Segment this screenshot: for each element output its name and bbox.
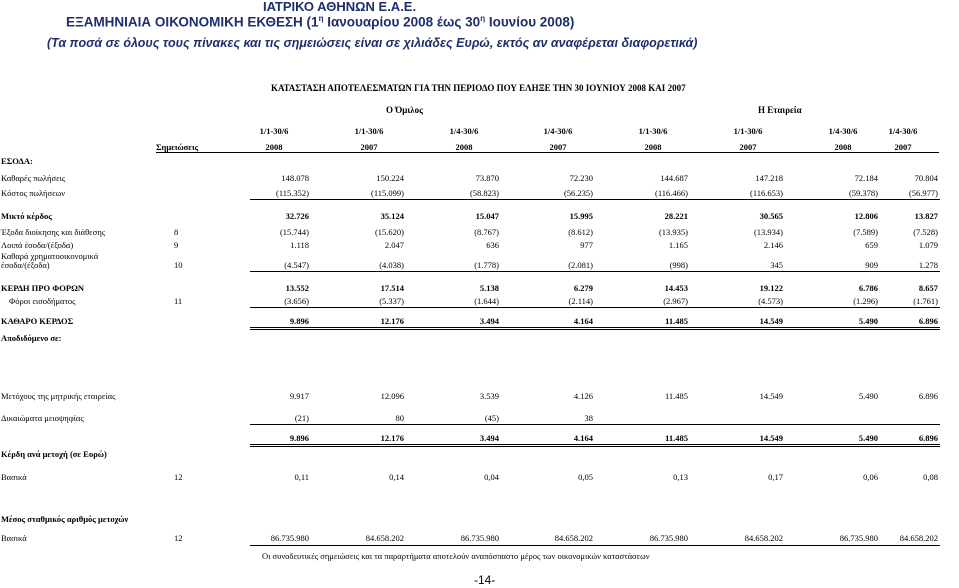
cell-value: 73.870 <box>475 173 499 183</box>
income-label: ΕΣΟΔΑ: <box>1 156 33 166</box>
cell-value: (8.612) <box>568 227 593 237</box>
subtotal-rule <box>250 199 940 200</box>
row-label: Καθαρές πωλήσεις <box>1 173 66 183</box>
cell-value: 15.995 <box>569 211 593 221</box>
row-note: 12 <box>174 533 183 543</box>
cell-value: 17.514 <box>380 283 404 293</box>
footnote: Οι συνοδευτικές σημειώσεις και τα παραρτήματα αποτελούν αναπόσπαστο μέρος των οικονομικών καταστάσεων <box>262 551 650 561</box>
cell-value: 84.658.202 <box>554 533 593 543</box>
row-label: ΚΑΘΑΡΟ ΚΕΡΔΟΣ <box>1 316 74 326</box>
cell-value: 636 <box>486 240 499 250</box>
year-header: 2008 <box>455 142 473 152</box>
row-label: Δικαιώματα μειοψηφίας <box>1 413 84 423</box>
report-title: ΕΞΑΜΗΝΙΑΙΑ ΟΙΚΟΝΟΜΙΚΗ ΕΚΘΕΣΗ ($1^\eta$ Ιανουαρίου 2008 έως $30^\eta$ Ιουνίου 2008) <box>66 14 575 30</box>
cell-value: (13.934) <box>753 227 783 237</box>
row-label: Βασικά <box>1 472 27 482</box>
company-name: ΙΑΤΡΙΚΟ ΑΘΗΝΩΝ Ε.Α.Ε. <box>263 0 417 14</box>
cell-value: 1.079 <box>918 240 938 250</box>
period-header: 1/4-30/6 <box>888 126 918 136</box>
cell-value: (115.099) <box>371 188 404 198</box>
cell-value: (1.644) <box>474 296 499 306</box>
total-rule <box>250 327 940 328</box>
cell-value: 12.176 <box>380 433 404 443</box>
cell-value: 0,13 <box>673 472 688 482</box>
cell-value: 150.224 <box>376 173 404 183</box>
cell-value: 14.453 <box>664 283 688 293</box>
cell-value: 12.176 <box>380 316 404 326</box>
cell-value: 12.806 <box>854 211 878 221</box>
cell-value: 148.078 <box>281 173 309 183</box>
cell-value: (7.589) <box>853 227 878 237</box>
row-label: Μικτό κέρδος <box>1 211 52 221</box>
cell-value: 14.549 <box>759 391 783 401</box>
cell-value: 4.164 <box>573 433 593 443</box>
row-note: 9 <box>174 240 179 250</box>
year-header: 2008 <box>834 142 852 152</box>
total-rule <box>250 446 940 447</box>
row-note: 10 <box>174 260 183 270</box>
cell-value: 977 <box>580 240 593 250</box>
year-header: 2007 <box>739 142 757 152</box>
period-header: 1/4-30/6 <box>828 126 858 136</box>
cell-value: 0,05 <box>578 472 593 482</box>
cell-value: (1.296) <box>853 296 878 306</box>
total-rule <box>250 444 940 445</box>
cell-value: (116.653) <box>750 188 783 198</box>
row-label: Κόστος πωλήσεων <box>1 188 66 198</box>
row-label: Φόροι εισοδήματος <box>9 296 76 306</box>
cell-value: 72.230 <box>569 173 593 183</box>
cell-value: 8.657 <box>918 283 938 293</box>
cell-value: 86.735.980 <box>460 533 499 543</box>
period-header: 1/1-30/6 <box>259 126 289 136</box>
cell-value: (21) <box>294 413 309 423</box>
cell-value: 86.735.980 <box>270 533 309 543</box>
cell-value: (3.656) <box>284 296 309 306</box>
year-header: 2007 <box>360 142 378 152</box>
row-label: Μετόχους της μητρικής εταιρείας <box>1 391 116 401</box>
cell-value: 28.221 <box>664 211 688 221</box>
cell-value: (13.935) <box>658 227 688 237</box>
cell-value: 13.827 <box>914 211 938 221</box>
cell-value: 1.165 <box>668 240 688 250</box>
footnote-rule <box>250 545 940 546</box>
cell-value: 84.658.202 <box>899 533 938 543</box>
year-header: 2008 <box>265 142 283 152</box>
row-label: Λοιπά έσοδα/(έξοδα) <box>1 240 74 250</box>
cell-value: 11.485 <box>665 316 688 326</box>
cell-value: 144.687 <box>660 173 688 183</box>
attributable-label: Αποδιδόμενο σε: <box>1 333 62 343</box>
cell-value: 4.164 <box>573 316 593 326</box>
year-header: 2008 <box>644 142 662 152</box>
cell-value: 0,11 <box>294 472 309 482</box>
period-header: 1/4-30/6 <box>543 126 573 136</box>
row-label: Καθαρά χρηματοοικονομικά <box>1 251 99 261</box>
cell-value: 1.118 <box>290 240 309 250</box>
cell-value: (116.466) <box>655 188 688 198</box>
cell-value: (45) <box>484 413 499 423</box>
subtotal-rule <box>250 307 940 308</box>
cell-value: 6.279 <box>573 283 593 293</box>
header-underline <box>156 152 939 153</box>
cell-value: 659 <box>865 240 878 250</box>
cell-value: (8.767) <box>474 227 499 237</box>
cell-value: 0,17 <box>768 472 783 482</box>
cell-value: 32.726 <box>285 211 309 221</box>
cell-value: (58.823) <box>469 188 499 198</box>
row-note: 11 <box>174 296 183 306</box>
cell-value: 0,14 <box>389 472 404 482</box>
notes-header: Σημειώσεις <box>156 142 199 152</box>
cell-value: (1.778) <box>474 260 499 270</box>
cell-value: 5.490 <box>858 316 878 326</box>
cell-value: (5.337) <box>379 296 404 306</box>
cell-value: 4.126 <box>573 391 593 401</box>
page-number: -14- <box>474 573 496 587</box>
eps-label: Κέρδη ανά μετοχή (σε Ευρώ) <box>1 449 107 459</box>
row-label: Έξοδα διοίκησης και διάθεσης <box>1 227 106 237</box>
cell-value: 6.896 <box>918 391 938 401</box>
cell-value: 12.096 <box>380 391 404 401</box>
cell-value: 0,06 <box>863 472 878 482</box>
cell-value: 11.485 <box>664 391 688 401</box>
cell-value: 15.047 <box>475 211 499 221</box>
cell-value: (4.038) <box>379 260 404 270</box>
cell-value: 6.896 <box>918 433 938 443</box>
report-subtitle: (Τα ποσά σε όλους τους πίνακες και τις σημειώσεις είναι σε χιλιάδες Ευρώ, εκτός αν αναφέρεται διαφορετικά) <box>47 36 698 50</box>
cell-value: 13.552 <box>285 283 309 293</box>
shares-label: Μέσος σταθμικός αριθμός μετοχών <box>1 514 129 524</box>
cell-value: 3.494 <box>479 433 499 443</box>
cell-value: 9.896 <box>289 316 309 326</box>
period-header: 1/1-30/6 <box>733 126 763 136</box>
total-rule <box>250 329 940 330</box>
cell-value: 14.549 <box>759 316 783 326</box>
cell-value: (56.977) <box>908 188 938 198</box>
cell-value: (2.081) <box>568 260 593 270</box>
period-header: 1/1-30/6 <box>638 126 668 136</box>
cell-value: 19.122 <box>759 283 783 293</box>
cell-value: (2.967) <box>663 296 688 306</box>
row-note: 8 <box>174 227 179 237</box>
cell-value: (4.573) <box>758 296 783 306</box>
cell-value: 70.804 <box>914 173 938 183</box>
cell-value: 84.658.202 <box>365 533 404 543</box>
cell-value: (1.761) <box>913 296 938 306</box>
subtotal-rule <box>250 424 940 425</box>
row-label: έσοδα/(έξοδα) <box>1 260 50 270</box>
cell-value: 35.124 <box>380 211 404 221</box>
cell-value: 5.138 <box>479 283 499 293</box>
cell-value: 345 <box>770 260 783 270</box>
period-header: 1/4-30/6 <box>449 126 479 136</box>
row-note: 12 <box>174 472 183 482</box>
cell-value: (56.235) <box>563 188 593 198</box>
cell-value: 6.896 <box>918 316 938 326</box>
cell-value: 3.539 <box>479 391 499 401</box>
cell-value: (2.114) <box>568 296 593 306</box>
cell-value: 2.146 <box>763 240 783 250</box>
cell-value: 1.278 <box>918 260 938 270</box>
cell-value: 909 <box>865 260 878 270</box>
cell-value: 9.917 <box>289 391 309 401</box>
cell-value: 86.735.980 <box>649 533 688 543</box>
cell-value: 72.184 <box>854 173 878 183</box>
row-label: ΚΕΡΔΗ ΠΡΟ ΦΟΡΩΝ <box>1 283 85 293</box>
cell-value: 11.485 <box>665 433 688 443</box>
group-header: Ο Όμιλος <box>386 105 423 115</box>
cell-value: (15.620) <box>374 227 404 237</box>
cell-value: 86.735.980 <box>839 533 878 543</box>
cell-value: 147.218 <box>755 173 783 183</box>
cell-value: (59.378) <box>848 188 878 198</box>
cell-value: (4.547) <box>284 260 309 270</box>
cell-value: 14.549 <box>759 433 783 443</box>
subtotal-rule <box>250 271 940 272</box>
cell-value: 84.658.202 <box>744 533 783 543</box>
cell-value: 9.896 <box>289 433 309 443</box>
cell-value: 80 <box>395 413 404 423</box>
cell-value: 6.786 <box>858 283 878 293</box>
cell-value: (998) <box>669 260 688 270</box>
cell-value: (7.528) <box>913 227 938 237</box>
cell-value: (115.352) <box>276 188 309 198</box>
cell-value: 5.490 <box>858 433 878 443</box>
cell-value: 0,04 <box>484 472 499 482</box>
cell-value: 30.565 <box>759 211 783 221</box>
cell-value: (15.744) <box>279 227 309 237</box>
year-header: 2007 <box>549 142 567 152</box>
company-header: Η Εταιρεία <box>758 105 802 115</box>
cell-value: 0,08 <box>923 472 938 482</box>
cell-value: 38 <box>584 413 593 423</box>
period-header: 1/1-30/6 <box>354 126 384 136</box>
cell-value: 5.490 <box>858 391 878 401</box>
cell-value: 2.047 <box>384 240 404 250</box>
statement-title: ΚΑΤΑΣΤΑΣΗ ΑΠΟΤΕΛΕΣΜΑΤΩΝ ΓΙΑ ΤΗΝ ΠΕΡΙΟΔΟ ΠΟΥ ΕΛΗΞΕ ΤΗΝ 30 ΙΟΥΝΙΟΥ 2008 ΚΑΙ 2007 <box>271 83 686 93</box>
cell-value: 3.494 <box>479 316 499 326</box>
year-header: 2007 <box>894 142 912 152</box>
row-label: Βασικά <box>1 533 27 543</box>
